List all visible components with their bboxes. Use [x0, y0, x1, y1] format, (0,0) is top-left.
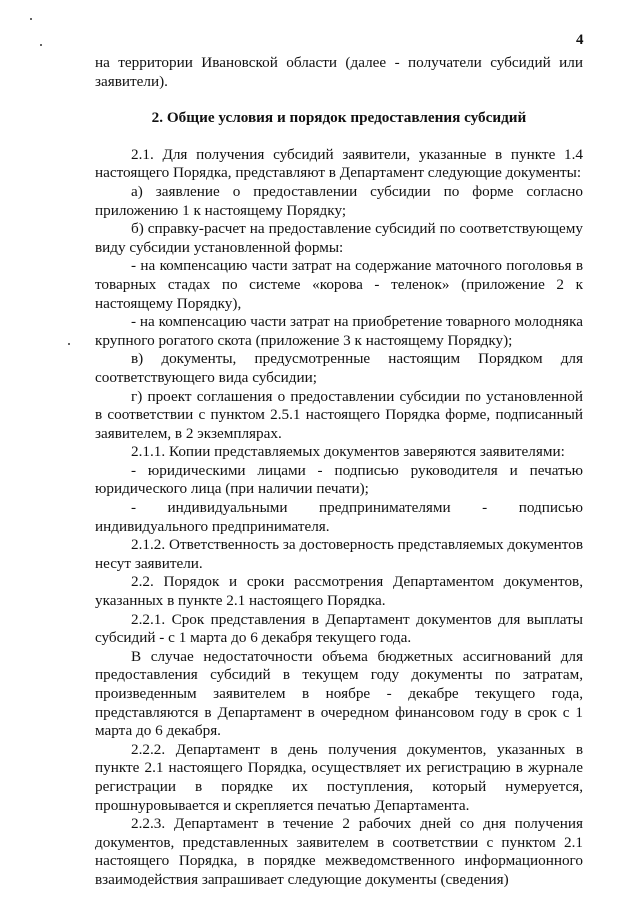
- paragraph: 2.2.2. Департамент в день получения документов, указанных в пункте 2.1 настоящего Порядка, осуществляет их регистрацию в журнале регистрации в порядке их поступления, который нумеруется, прошнуровывается и скрепляется печатью Департамента.: [95, 740, 583, 814]
- page-number: 4: [576, 32, 584, 48]
- paragraph: 2.2.1. Срок представления в Департамент документов для выплаты субсидий - с 1 марта до 6 декабря текущего года.: [95, 610, 583, 647]
- paragraph: - индивидуальными предпринимателями - подписью индивидуального предпринимателя.: [95, 499, 583, 535]
- paragraph: на территории Ивановской области (далее - получатели субсидий или заявители).: [95, 54, 583, 90]
- paragraph: 2.1. Для получения субсидий заявители, указанные в пункте 1.4 настоящего Порядка, представляют в Департамент следующие документы:: [95, 145, 583, 182]
- paragraph: - на компенсацию части затрат на приобретение товарного молодняка крупного рогатого скота (приложение 3 к настоящему Порядку);: [95, 313, 583, 349]
- paragraph: 2.2.3. Департамент в течение 2 рабочих дней со дня получения документов, представленных заявителем в соответствии с пунктом 2.1 настоящего Порядка, в порядке межведомственного информационного взаимодействия запрашивает следующие документы (сведения): [95, 815, 583, 888]
- paragraph: 2.1.2. Ответственность за достоверность представляемых документов несут заявители.: [95, 536, 583, 572]
- paragraph: в) документы, предусмотренные настоящим Порядком для соответствующего вида субсидии;: [95, 350, 583, 386]
- scan-speck: [68, 343, 70, 345]
- paragraph: 2.1.1. Копии представляемых документов заверяются заявителями:: [131, 443, 565, 461]
- paragraph: - на компенсацию части затрат на содержание маточного поголовья в товарных стадах по системе «корова - теленок» (приложение 2 к настоящему Порядку),: [95, 257, 583, 312]
- paragraph: г) проект соглашения о предоставлении субсидии по установленной в соответствии с пунктом 2.5.1 настоящего Порядка форме, подписанный заявителем, в 2 экземплярах.: [95, 387, 583, 442]
- paragraph: - юридическими лицами - подписью руководителя и печатью юридического лица (при наличии печати);: [95, 461, 583, 498]
- paragraph: а) заявление о предоставлении субсидии по форме согласно приложению 1 к настоящему Порядку;: [95, 182, 583, 219]
- paragraph: б) справку-расчет на предоставление субсидий по соответствующему виду субсидии установленной формы:: [95, 220, 583, 256]
- section-heading: 2. Общие условия и порядок предоставления субсидий: [151, 109, 527, 127]
- paragraph: 2.2. Порядок и сроки рассмотрения Департаментом документов, указанных в пункте 2.1 настоящего Порядка.: [95, 573, 583, 610]
- scan-speck: [40, 44, 42, 46]
- scan-speck: [30, 18, 32, 20]
- document-body: [95, 54, 583, 890]
- paragraph: В случае недостаточности объема бюджетных ассигнований для предоставления субсидий в текущем году документы по затратам, произведенным заявителем в ноябре - декабре текущего года, представляются в Департамент в очередном финансовом году в срок с 1 марта до 6 декабря.: [95, 647, 583, 740]
